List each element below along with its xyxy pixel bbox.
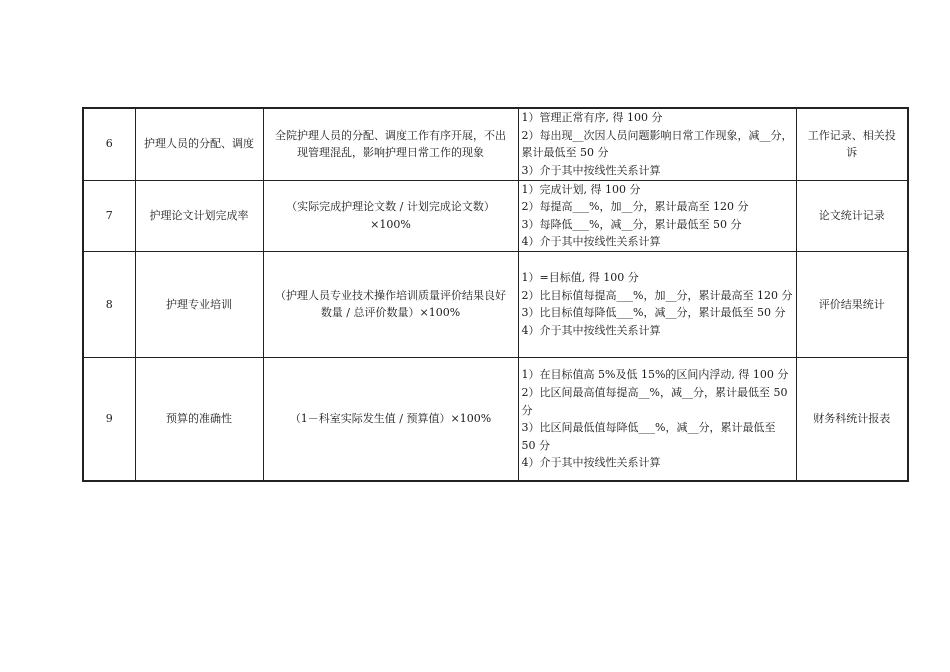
scoring-rules <box>518 357 796 481</box>
scoring-rules <box>518 108 796 180</box>
scoring-rule: 3）介于其中按线性关系计算 <box>521 163 661 177</box>
row-number: 8 <box>83 251 135 357</box>
table-row <box>83 357 908 481</box>
indicator-name: 预算的准确性 <box>135 357 263 481</box>
data-source: 财务科统计报表 <box>796 357 908 481</box>
data-source: 工作记录、相关投诉 <box>796 108 908 180</box>
table-row <box>83 180 908 251</box>
scoring-rule: 2）每出现__次因人员问题影响日常工作现象，减__分，累计最低至 50 分 <box>521 128 793 160</box>
indicator-formula: （1－科室实际发生值 / 预算值）×100% <box>263 357 518 481</box>
scoring-rule: 3）比目标值每降低___%，减__分，累计最低至 50 分 <box>521 306 786 320</box>
row-number: 6 <box>83 108 135 180</box>
scoring-rule: 4）介于其中按线性关系计算 <box>521 235 661 249</box>
row-number: 9 <box>83 357 135 481</box>
table-row <box>83 108 908 180</box>
scoring-rule: 1）在目标值高 5%及低 15%的区间内浮动, 得 100 分 <box>521 368 789 382</box>
indicator-formula: （实际完成护理论文数 / 计划完成论文数）×100% <box>263 180 518 251</box>
scoring-rule: 1）管理正常有序, 得 100 分 <box>521 111 663 125</box>
row-number: 7 <box>83 180 135 251</box>
indicator-name: 护理人员的分配、调度 <box>135 108 263 180</box>
indicator-name: 护理论文计划完成率 <box>135 180 263 251</box>
scoring-rule: 3）比区间最低值每降低___%，减__分，累计最低至 50 分 <box>521 421 776 452</box>
data-source: 评价结果统计 <box>796 251 908 357</box>
scoring-rule: 4）介于其中按线性关系计算 <box>521 456 661 470</box>
scoring-rule: 2）比目标值每提高___%，加__分，累计最高至 120 分 <box>521 288 793 302</box>
indicator-name: 护理专业培训 <box>135 251 263 357</box>
indicator-formula: （护理人员专业技术操作培训质量评价结果良好数量 / 总评价数量）×100% <box>263 251 518 357</box>
table-row <box>83 251 908 357</box>
scoring-rule: 1）=目标值, 得 100 分 <box>521 271 639 285</box>
data-source: 论文统计记录 <box>796 180 908 251</box>
kpi-table <box>82 107 909 482</box>
scoring-rule: 4）介于其中按线性关系计算 <box>521 323 661 337</box>
indicator-formula: 全院护理人员的分配、调度工作有序开展，不出现管理混乱，影响护理日常工作的现象 <box>263 108 518 180</box>
scoring-rules <box>518 180 796 251</box>
scoring-rule: 1）完成计划, 得 100 分 <box>521 182 641 196</box>
scoring-rule: 2）每提高___%，加__分，累计最高至 120 分 <box>521 200 749 214</box>
scoring-rule: 2）比区间最高值每提高__%，减__分，累计最低至 50 分 <box>521 385 788 417</box>
scoring-rule: 3）每降低___%，减__分，累计最低至 50 分 <box>521 217 742 231</box>
scoring-rules <box>518 251 796 357</box>
